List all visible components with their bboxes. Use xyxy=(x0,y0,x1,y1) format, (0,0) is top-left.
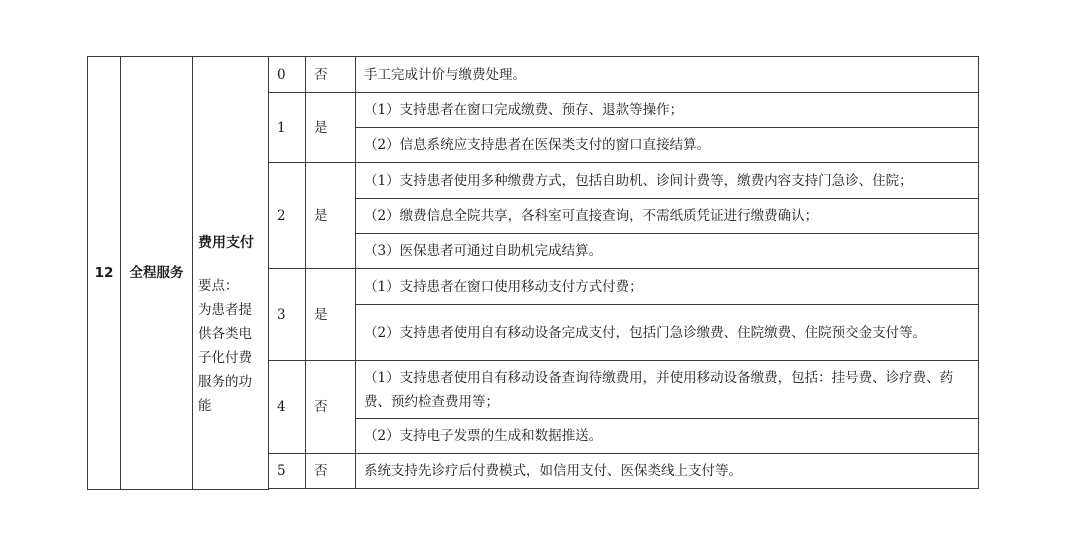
yes-no-cell: 是 xyxy=(306,269,356,361)
requirement-cell: （2）信息系统应支持患者在医保类支付的窗口直接结算。 xyxy=(356,128,979,163)
requirement-cell: （1）支持患者在窗口完成缴费、预存、退款等操作； xyxy=(356,93,979,128)
requirement-cell: （2）缴费信息全院共享，各科室可直接查询，不需纸质凭证进行缴费确认； xyxy=(356,199,979,234)
yes-no-cell: 否 xyxy=(306,57,356,93)
level-cell: 4 xyxy=(269,361,306,454)
item-points-text: 为患者提供各类电子化付费服务的功能 xyxy=(198,301,252,414)
requirement-cell: （2）支持患者使用自有移动设备完成支付，包括门急诊缴费、住院缴费、住院预交金支付等。 xyxy=(356,305,979,361)
item-cell xyxy=(193,57,269,490)
requirement-cell: 手工完成计价与缴费处理。 xyxy=(356,57,979,93)
evaluation-table xyxy=(87,56,979,490)
requirement-cell: （1）支持患者使用自有移动设备查询待缴费用，并使用移动设备缴费，包括：挂号费、诊疗费、药费、预约检查费用等； xyxy=(356,361,979,419)
requirement-cell: （1）支持患者使用多种缴费方式，包括自助机、诊间计费等，缴费内容支持门急诊、住院； xyxy=(356,163,979,199)
item-points-label: 要点： xyxy=(198,277,239,294)
level-cell: 2 xyxy=(269,163,306,269)
yes-no-cell: 否 xyxy=(306,454,356,489)
level-cell: 0 xyxy=(269,57,306,93)
level-cell: 3 xyxy=(269,269,306,361)
requirement-cell: 系统支持先诊疗后付费模式，如信用支付、医保类线上支付等。 xyxy=(356,454,979,489)
category-cell: 全程服务 xyxy=(121,57,193,490)
row-number: 12 xyxy=(88,57,121,490)
level-cell: 5 xyxy=(269,454,306,489)
yes-no-cell: 是 xyxy=(306,163,356,269)
table-row xyxy=(88,57,979,93)
requirement-cell: （3）医保患者可通过自助机完成结算。 xyxy=(356,234,979,269)
requirement-cell: （1）支持患者在窗口使用移动支付方式付费； xyxy=(356,269,979,305)
requirement-cell: （2）支持电子发票的生成和数据推送。 xyxy=(356,419,979,454)
item-title: 费用支付 xyxy=(198,234,254,251)
level-cell: 1 xyxy=(269,93,306,163)
yes-no-cell: 是 xyxy=(306,93,356,163)
yes-no-cell: 否 xyxy=(306,361,356,454)
